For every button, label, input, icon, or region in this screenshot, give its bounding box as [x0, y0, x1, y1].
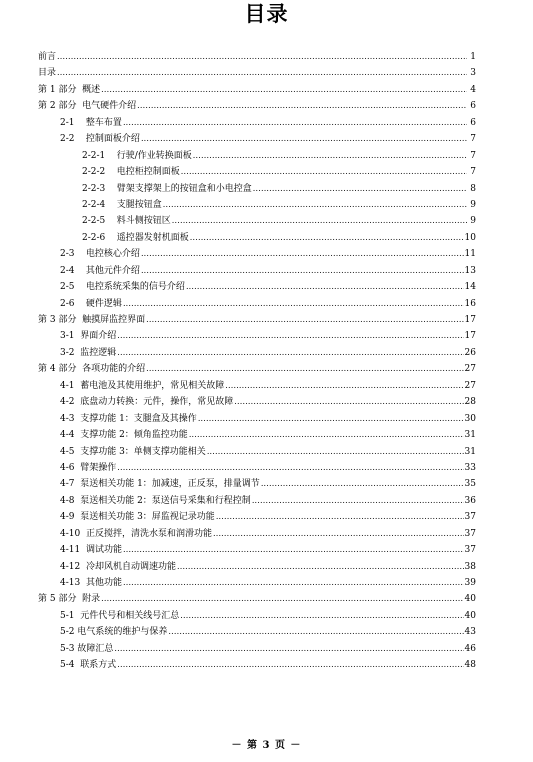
toc-entry-page: 35 — [464, 479, 476, 490]
toc-leader-dots — [123, 575, 464, 591]
toc-leader-dots — [189, 427, 464, 443]
toc-entry-title: 4-11 调试功能 — [60, 545, 122, 556]
toc-entry-title: 2-6 硬件逻辑 — [60, 298, 122, 309]
toc-entry-page: 40 — [464, 594, 476, 605]
toc-entry-title: 4-2 底盘动力转换：元件，操作，常见故障 — [60, 397, 234, 408]
toc-entry-page: 37 — [464, 545, 476, 556]
toc-entry-page: 38 — [464, 561, 476, 572]
toc-entry[interactable] — [38, 197, 476, 213]
toc-entry[interactable] — [38, 624, 476, 640]
toc-entry[interactable] — [38, 608, 476, 624]
toc-leader-dots — [141, 131, 467, 147]
toc-entry-title: 4-8 泵送相关功能 2：泵送信号采集和行程控制 — [60, 495, 251, 506]
toc-leader-dots — [137, 98, 467, 114]
toc-entry-title: 3-1 界面介绍 — [60, 331, 117, 342]
toc-entry-title: 2-2-5 料斗侧按钮区 — [82, 216, 171, 227]
toc-leader-dots — [101, 82, 467, 98]
toc-entry[interactable] — [38, 444, 476, 460]
toc-leader-dots — [123, 296, 464, 312]
toc-entry-page: 31 — [464, 446, 476, 457]
toc-entry-title: 2-2-4 支腿按钮盒 — [82, 199, 162, 210]
toc-entry-page: 7 — [470, 134, 476, 145]
toc-entry[interactable] — [38, 460, 476, 476]
toc-entry[interactable] — [38, 378, 476, 394]
table-of-contents — [38, 49, 476, 674]
toc-entry-title: 2-5 电控系统采集的信号介绍 — [60, 282, 185, 293]
page-title: 目录 — [244, 2, 289, 26]
toc-entry-title: 第 1 部分 概述 — [38, 84, 101, 95]
toc-entry-title: 2-3 电控核心介绍 — [60, 249, 140, 260]
toc-entry-title: 前言 — [38, 52, 57, 62]
toc-leader-dots — [177, 559, 464, 575]
toc-entry-page: 40 — [464, 610, 476, 621]
toc-leader-dots — [216, 509, 464, 525]
toc-entry-title: 5-4 联系方式 — [60, 660, 117, 671]
toc-leader-dots — [190, 230, 464, 246]
toc-entry[interactable] — [38, 559, 476, 575]
toc-entry-title: 5-1 元件代号和相关线号汇总 — [60, 610, 180, 621]
toc-entry[interactable] — [38, 657, 476, 673]
toc-leader-dots — [253, 181, 467, 197]
toc-entry-page: 11 — [464, 249, 476, 260]
toc-entry[interactable] — [38, 246, 476, 262]
toc-entry[interactable] — [38, 82, 476, 98]
toc-entry-page: 6 — [470, 117, 476, 128]
toc-entry[interactable] — [38, 65, 476, 81]
toc-entry-title: 第 5 部分 附录 — [38, 594, 101, 605]
toc-entry-title: 2-4 其他元件介绍 — [60, 265, 140, 276]
toc-entry[interactable] — [38, 131, 476, 147]
toc-leader-dots — [123, 542, 464, 558]
toc-entry[interactable] — [38, 312, 476, 328]
toc-leader-dots — [180, 608, 463, 624]
toc-entry-page: 9 — [470, 216, 476, 227]
toc-entry[interactable] — [38, 328, 476, 344]
toc-leader-dots — [207, 444, 464, 460]
toc-entry-page: 43 — [464, 627, 476, 638]
toc-entry-page: 48 — [464, 660, 476, 671]
toc-leader-dots — [186, 279, 464, 295]
toc-leader-dots — [261, 476, 464, 492]
toc-entry-page: 30 — [464, 413, 476, 424]
toc-entry-page: 6 — [470, 101, 476, 112]
toc-entry-page: 33 — [464, 462, 476, 473]
toc-entry-page: 46 — [464, 643, 476, 654]
toc-leader-dots — [172, 213, 467, 229]
toc-entry[interactable] — [38, 394, 476, 410]
toc-leader-dots — [146, 312, 463, 328]
toc-leader-dots — [123, 115, 467, 131]
toc-entry[interactable] — [38, 641, 476, 657]
toc-leader-dots — [163, 197, 467, 213]
toc-leader-dots — [141, 263, 464, 279]
page-number-footer: － 第 3 页 － — [231, 740, 302, 751]
toc-entry[interactable] — [38, 345, 476, 361]
toc-leader-dots — [234, 394, 463, 410]
toc-entry[interactable] — [38, 411, 476, 427]
toc-leader-dots — [141, 246, 464, 262]
toc-entry-page: 17 — [464, 315, 476, 325]
toc-entry-title: 5-2 电气系统的维护与保养 — [60, 627, 168, 638]
toc-entry-page: 17 — [464, 331, 476, 342]
toc-entry-title: 5-3 故障汇总 — [60, 643, 114, 654]
toc-leader-dots — [57, 49, 467, 65]
toc-entry-page: 31 — [464, 430, 476, 441]
toc-entry-page: 26 — [464, 347, 476, 358]
toc-entry[interactable] — [38, 591, 476, 607]
toc-entry[interactable] — [38, 263, 476, 279]
toc-leader-dots — [225, 378, 463, 394]
toc-entry-page: 4 — [470, 84, 476, 95]
toc-entry[interactable] — [38, 115, 476, 131]
toc-entry-title: 4-6 臂架操作 — [60, 462, 117, 473]
toc-entry-title: 2-2-6 遥控器发射机面板 — [82, 232, 189, 243]
toc-leader-dots — [117, 657, 463, 673]
toc-entry[interactable] — [38, 181, 476, 197]
toc-entry-title: 4-13 其他功能 — [60, 578, 122, 588]
toc-entry-page: 1 — [470, 52, 476, 62]
toc-leader-dots — [213, 526, 464, 542]
toc-entry[interactable] — [38, 575, 476, 591]
toc-entry[interactable] — [38, 279, 476, 295]
toc-entry-page: 9 — [470, 199, 476, 210]
toc-leader-dots — [101, 591, 463, 607]
toc-entry-page: 37 — [464, 528, 476, 539]
toc-leader-dots — [114, 641, 463, 657]
toc-entry-page: 27 — [464, 380, 476, 391]
toc-entry-page: 10 — [464, 232, 476, 243]
toc-entry[interactable] — [38, 98, 476, 114]
toc-leader-dots — [146, 361, 463, 377]
toc-entry-title: 2-1 整车布置 — [60, 117, 122, 128]
toc-entry[interactable] — [38, 148, 476, 164]
toc-entry-title: 4-1 蓄电池及其使用维护，常见相关故障 — [60, 380, 225, 391]
toc-entry-title: 4-10 正反搅拌，清洗水泵和润滑功能 — [60, 528, 212, 539]
toc-entry-title: 4-3 支撑功能 1：支腿盒及其操作 — [60, 413, 197, 424]
toc-entry[interactable] — [38, 361, 476, 377]
toc-entry-title: 2-2 控制面板介绍 — [60, 134, 140, 145]
toc-entry-title: 4-5 支撑功能 3：单侧支撑功能相关 — [60, 446, 206, 457]
toc-entry-page: 39 — [464, 578, 476, 588]
toc-entry[interactable] — [38, 213, 476, 229]
toc-entry[interactable] — [38, 49, 476, 65]
toc-leader-dots — [168, 624, 463, 640]
toc-entry-page: 13 — [464, 265, 476, 276]
toc-entry-page: 7 — [470, 150, 476, 161]
toc-entry-title: 第 4 部分 各项功能的介绍 — [38, 364, 146, 375]
toc-entry-page: 36 — [464, 495, 476, 506]
toc-entry[interactable] — [38, 230, 476, 246]
toc-entry-title: 第 2 部分 电气硬件介绍 — [38, 101, 137, 112]
toc-entry-title: 4-9 泵送相关功能 3：屏监视记录功能 — [60, 512, 215, 523]
toc-entry-page: 3 — [470, 68, 476, 79]
toc-entry[interactable] — [38, 427, 476, 443]
toc-entry-page: 8 — [470, 183, 476, 194]
toc-entry[interactable] — [38, 476, 476, 492]
toc-entry-title: 3-2 监控逻辑 — [60, 347, 117, 358]
toc-entry-title: 4-7 泵送相关功能 1：加减速，正反泵，排量调节 — [60, 479, 260, 490]
toc-leader-dots — [252, 493, 464, 509]
toc-entry-page: 28 — [464, 397, 476, 408]
toc-entry[interactable] — [38, 542, 476, 558]
toc-leader-dots — [193, 148, 467, 164]
toc-entry-page: 16 — [464, 298, 476, 309]
toc-leader-dots — [117, 328, 463, 344]
toc-entry-title: 2-2-3 臂架支撑架上的按钮盒和小电控盒 — [82, 183, 252, 194]
toc-entry-title: 第 3 部分 触摸屏监控界面 — [38, 315, 146, 325]
toc-entry-page: 14 — [464, 282, 476, 293]
toc-entry-page: 27 — [464, 364, 476, 375]
toc-leader-dots — [181, 164, 467, 180]
toc-entry[interactable] — [38, 493, 476, 509]
toc-leader-dots — [57, 65, 467, 81]
toc-entry[interactable] — [38, 509, 476, 525]
toc-entry-title: 2-2-2 电控柜控制面板 — [82, 167, 180, 178]
toc-entry[interactable] — [38, 526, 476, 542]
toc-entry-title: 4-12 冷却风机自动调速功能 — [60, 561, 176, 572]
toc-entry[interactable] — [38, 296, 476, 312]
toc-entry-title: 4-4 支撑功能 2：倾角监控功能 — [60, 430, 188, 441]
toc-entry-title: 目录 — [38, 68, 57, 79]
toc-entry[interactable] — [38, 164, 476, 180]
toc-leader-dots — [198, 411, 464, 427]
toc-entry-page: 7 — [470, 167, 476, 178]
toc-entry-page: 37 — [464, 512, 476, 523]
toc-leader-dots — [117, 460, 463, 476]
toc-leader-dots — [117, 345, 463, 361]
toc-entry-title: 2-2-1 行驶/作业转换面板 — [82, 150, 192, 161]
